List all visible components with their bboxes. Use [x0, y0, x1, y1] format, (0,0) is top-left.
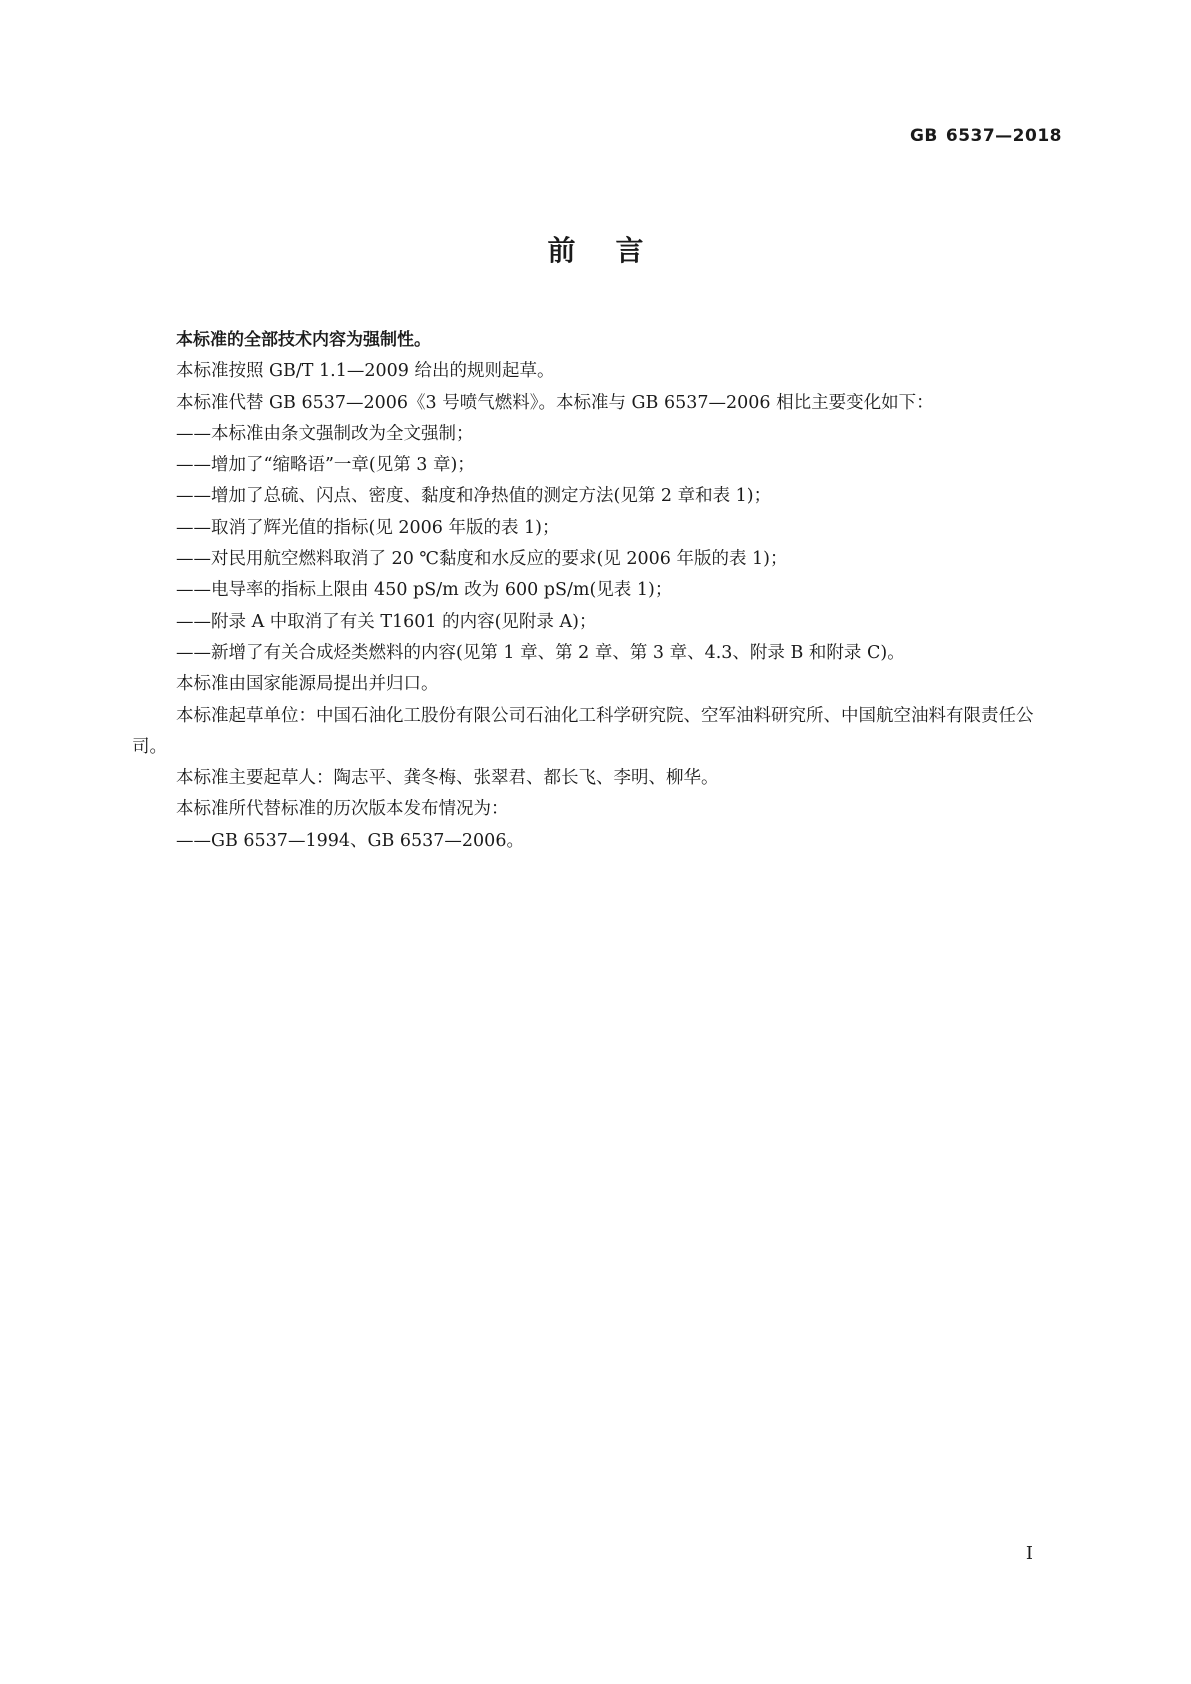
paragraph: 本标准所代替标准的历次版本发布情况为：	[176, 799, 509, 820]
paragraph: 本标准代替 GB 6537—2006《3 号喷气燃料》。本标准与 GB 6537—2006 相比主要变化如下：	[176, 392, 934, 413]
page-header	[910, 126, 1062, 146]
list-item: ——增加了“缩略语”一章(见第 3 章)；	[176, 455, 475, 476]
list-item: ——取消了辉光值的指标(见 2006 年版的表 1)；	[176, 517, 560, 538]
foreword-body	[132, 325, 1062, 857]
page-number: I	[1025, 1543, 1033, 1564]
list-item: ——电导率的指标上限由 450 pS/m 改为 600 pS/m(见表 1)；	[176, 580, 673, 601]
list-item: ——附录 A 中取消了有关 T1601 的内容(见附录 A)；	[176, 611, 597, 632]
paragraph: 本标准由国家能源局提出并归口。	[176, 674, 439, 695]
standard-number: 6537—2018	[945, 126, 1062, 146]
paragraph: 本标准起草单位：中国石油化工股份有限公司石油化工科学研究院、空军油料研究所、中国航空油料有限责任公司。	[132, 705, 1034, 757]
list-item: ——新增了有关合成烃类燃料的内容(见第 1 章、第 2 章、第 3 章、4.3、附录 B 和附录 C)。	[176, 642, 905, 663]
list-item: ——本标准由条文强制改为全文强制；	[176, 423, 474, 444]
page-title: 前言	[547, 234, 684, 267]
list-item: ——GB 6537—1994、GB 6537—2006。	[176, 830, 524, 851]
list-item: ——对民用航空燃料取消了 20 ℃黏度和水反应的要求(见 2006 年版的表 1)；	[176, 549, 788, 570]
list-item: ——增加了总硫、闪点、密度、黏度和净热值的测定方法(见第 2 章和表 1)；	[176, 486, 772, 507]
standard-prefix: GB	[909, 126, 938, 146]
paragraph: 本标准主要起草人：陶志平、龚冬梅、张翠君、都长飞、李明、柳华。	[176, 768, 719, 789]
paragraph: 本标准的全部技术内容为强制性。	[176, 330, 431, 350]
paragraph: 本标准按照 GB/T 1.1—2009 给出的规则起草。	[176, 361, 555, 382]
